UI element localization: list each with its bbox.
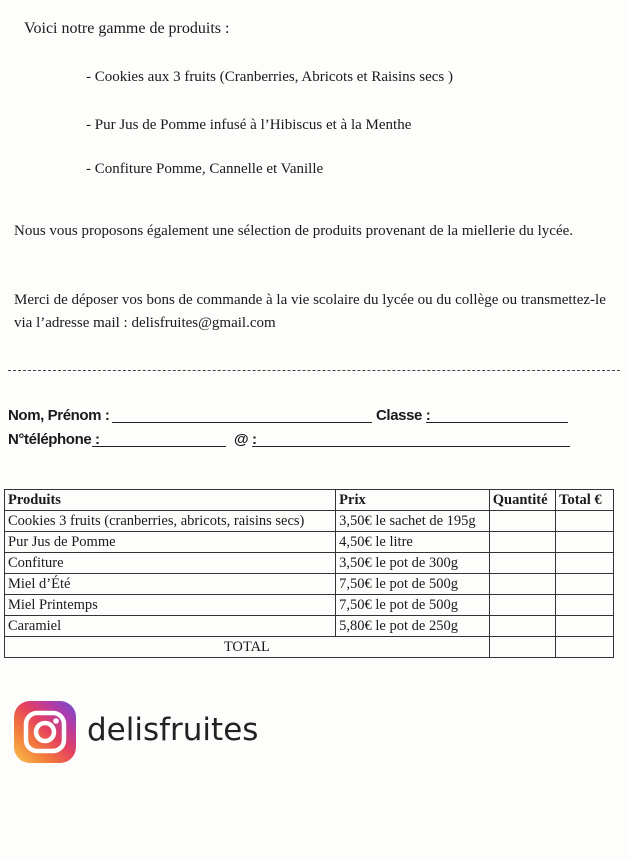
- header-price: Prix: [336, 490, 490, 511]
- total-cell[interactable]: [556, 574, 614, 595]
- instagram-handle[interactable]: delisfruites: [87, 712, 259, 748]
- intro-text: Voici notre gamme de produits :: [24, 20, 230, 37]
- product-item-juice: - Pur Jus de Pomme infusé à l’Hibiscus et à la Menthe: [86, 117, 412, 133]
- quantity-cell[interactable]: [489, 574, 555, 595]
- header-total: Total €: [556, 490, 614, 511]
- product-name: Confiture: [5, 553, 336, 574]
- quantity-cell[interactable]: [489, 595, 555, 616]
- header-quantity: Quantité: [489, 490, 555, 511]
- product-name: Pur Jus de Pomme: [5, 532, 336, 553]
- phone-field[interactable]: [92, 431, 226, 447]
- quantity-cell[interactable]: [489, 532, 555, 553]
- total-row: [5, 637, 614, 658]
- name-field[interactable]: [112, 407, 372, 423]
- grand-total-cell[interactable]: [556, 637, 614, 658]
- product-item-jam: - Confiture Pomme, Cannelle et Vanille: [86, 161, 324, 177]
- table-row: [5, 553, 614, 574]
- product-name: Cookies 3 fruits (cranberries, abricots, raisins secs): [5, 511, 336, 532]
- instagram-icon[interactable]: [14, 701, 76, 763]
- product-name: Miel Printemps: [5, 595, 336, 616]
- cut-line: [8, 370, 620, 371]
- quantity-cell[interactable]: [489, 553, 555, 574]
- table-row: [5, 532, 614, 553]
- quantity-cell[interactable]: [489, 511, 555, 532]
- product-price: 3,50€ le pot de 300g: [336, 553, 490, 574]
- total-cell[interactable]: [556, 532, 614, 553]
- product-price: 5,80€ le pot de 250g: [336, 616, 490, 637]
- order-instructions: Merci de déposer vos bons de commande à la vie scolaire du lycée ou du collège ou transmettez-le via l’adresse mail : delisfruites@gmail.com: [14, 292, 606, 331]
- product-price: 7,50€ le pot de 500g: [336, 595, 490, 616]
- phone-label: N°téléphone :: [8, 431, 100, 448]
- product-item-cookies: - Cookies aux 3 fruits (Cranberries, Abricots et Raisins secs ): [86, 69, 454, 85]
- name-label: Nom, Prénom :: [8, 407, 110, 424]
- header-products: Produits: [5, 490, 336, 511]
- order-table: [4, 489, 614, 658]
- total-quantity-cell[interactable]: [489, 637, 555, 658]
- total-label: TOTAL: [5, 637, 490, 658]
- table-row: [5, 616, 614, 637]
- total-cell[interactable]: [556, 616, 614, 637]
- email-label: @ :: [234, 431, 257, 448]
- table-row: [5, 595, 614, 616]
- class-label: Classe :: [376, 407, 431, 424]
- total-cell[interactable]: [556, 553, 614, 574]
- total-cell[interactable]: [556, 511, 614, 532]
- product-price: 3,50€ le sachet de 195g: [336, 511, 490, 532]
- email-field[interactable]: [252, 431, 570, 447]
- total-cell[interactable]: [556, 595, 614, 616]
- product-name: Caramiel: [5, 616, 336, 637]
- table-row: [5, 574, 614, 595]
- table-row: [5, 511, 614, 532]
- class-field[interactable]: [426, 407, 568, 423]
- quantity-cell[interactable]: [489, 616, 555, 637]
- product-price: 7,50€ le pot de 500g: [336, 574, 490, 595]
- product-name: Miel d’Été: [5, 574, 336, 595]
- product-price: 4,50€ le litre: [336, 532, 490, 553]
- table-header-row: [5, 490, 614, 511]
- honey-paragraph: Nous vous proposons également une sélection de produits provenant de la miellerie du lycée.: [14, 223, 574, 239]
